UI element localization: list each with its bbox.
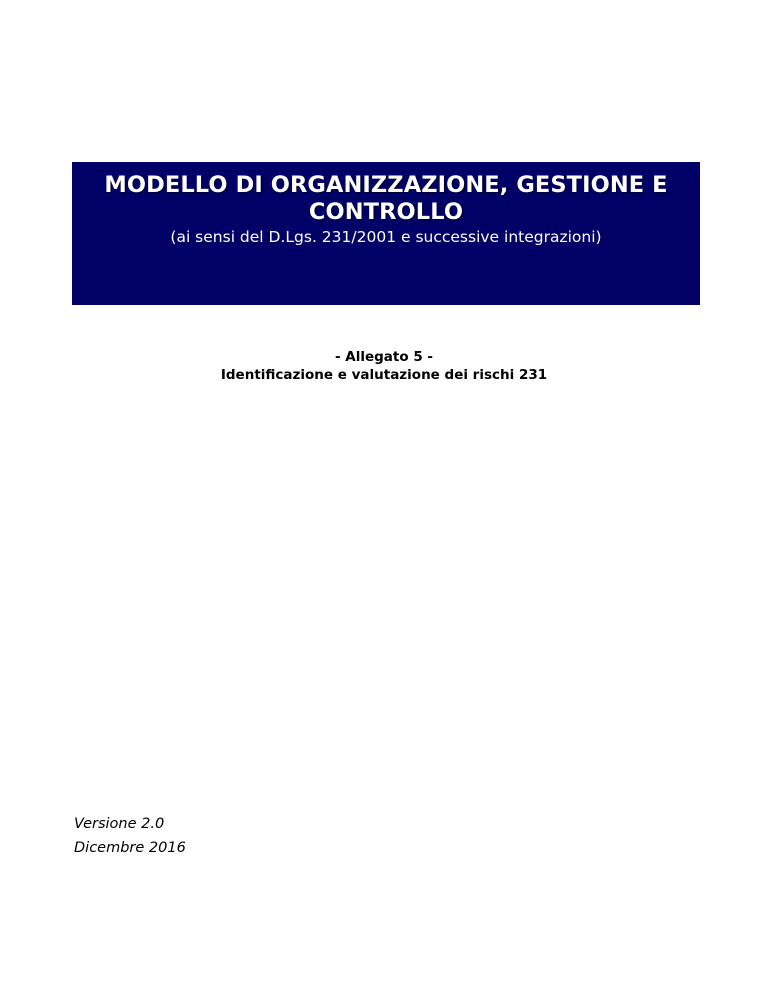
version-number: Versione 2.0 <box>74 816 165 832</box>
annex-title: Identificazione e valutazione dei rischi 231 <box>220 367 548 383</box>
version-date: Dicembre 2016 <box>74 840 186 856</box>
annex-label: - Allegato 5 - <box>334 349 434 365</box>
document-subtitle: (ai sensi del D.Lgs. 231/2001 e successive integrazioni) <box>170 228 602 246</box>
document-title: MODELLO DI ORGANIZZAZIONE, GESTIONE E CONTROLLO <box>104 172 668 225</box>
title-box <box>72 162 700 305</box>
version-info <box>74 812 186 860</box>
annex-heading <box>0 348 768 384</box>
